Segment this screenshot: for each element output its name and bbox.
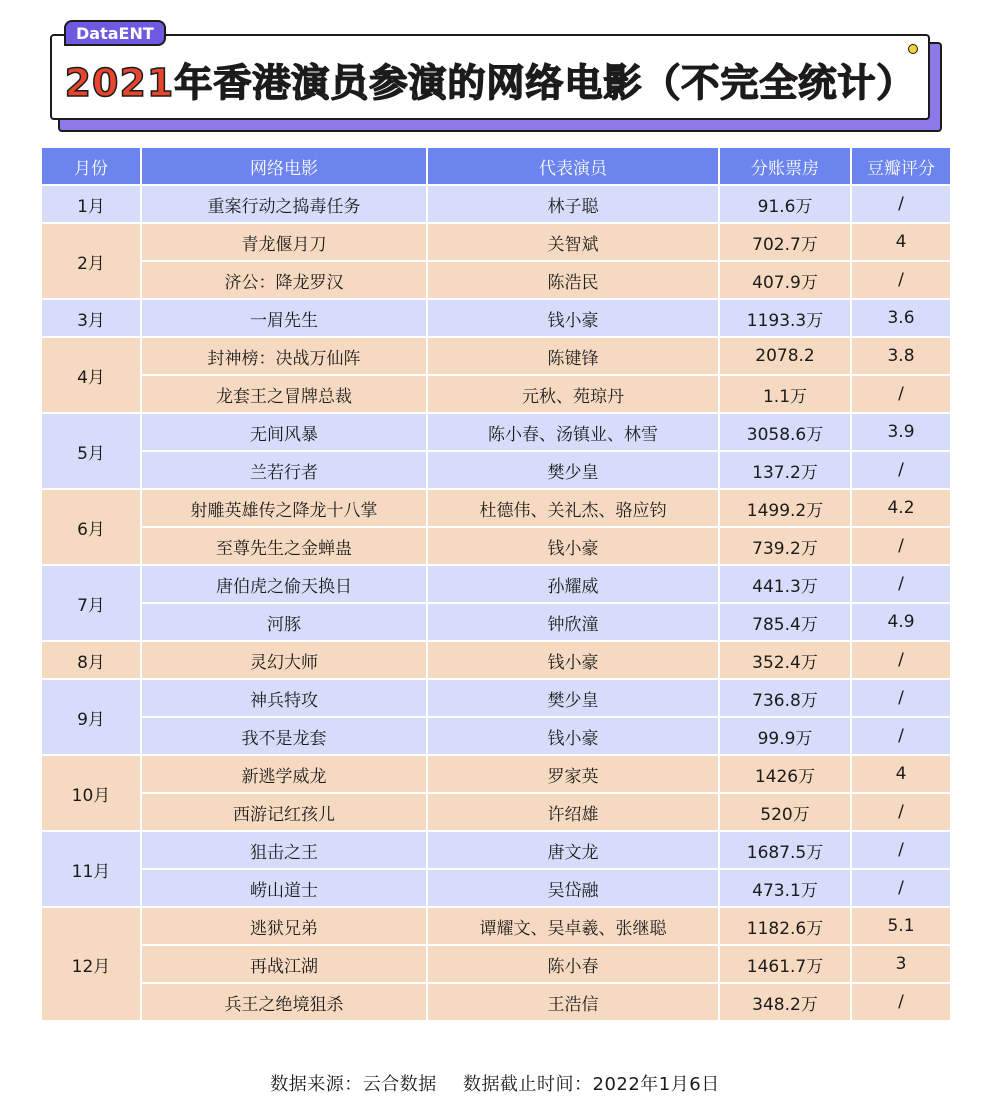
- rating-cell: /: [851, 451, 951, 489]
- boxoffice-cell: 736.8万: [719, 679, 851, 717]
- table-row: [41, 641, 951, 679]
- rating-cell: /: [851, 565, 951, 603]
- table-row: [41, 337, 951, 375]
- boxoffice-cell: 99.9万: [719, 717, 851, 755]
- rating-cell: 3.8: [851, 337, 951, 375]
- film-cell: 西游记红孩儿: [141, 793, 427, 831]
- boxoffice-cell: 91.6万: [719, 185, 851, 223]
- actors-cell: 唐文龙: [427, 831, 719, 869]
- table-row: [41, 983, 951, 1021]
- film-cell: 重案行动之捣毒任务: [141, 185, 427, 223]
- actors-cell: 陈键锋: [427, 337, 719, 375]
- rating-cell: /: [851, 793, 951, 831]
- rating-cell: /: [851, 375, 951, 413]
- table-row: [41, 489, 951, 527]
- film-cell: 狙击之王: [141, 831, 427, 869]
- film-cell: 兵王之绝境狙杀: [141, 983, 427, 1021]
- page-title: 2021年香港演员参演的网络电影（不完全统计）: [64, 61, 916, 105]
- table-row: [41, 793, 951, 831]
- boxoffice-cell: 407.9万: [719, 261, 851, 299]
- boxoffice-cell: 1461.7万: [719, 945, 851, 983]
- boxoffice-cell: 348.2万: [719, 983, 851, 1021]
- boxoffice-cell: 441.3万: [719, 565, 851, 603]
- boxoffice-cell: 1687.5万: [719, 831, 851, 869]
- table-row: [41, 413, 951, 451]
- boxoffice-cell: 1499.2万: [719, 489, 851, 527]
- rating-cell: 3.6: [851, 299, 951, 337]
- boxoffice-cell: 739.2万: [719, 527, 851, 565]
- table-row: [41, 945, 951, 983]
- actors-cell: 钱小豪: [427, 299, 719, 337]
- month-cell: 12月: [41, 907, 141, 1021]
- actors-cell: 孙耀威: [427, 565, 719, 603]
- table-header-row: [41, 147, 951, 185]
- film-cell: 一眉先生: [141, 299, 427, 337]
- table-row: [41, 565, 951, 603]
- actors-cell: 杜德伟、关礼杰、骆应钧: [427, 489, 719, 527]
- actors-cell: 林子聪: [427, 185, 719, 223]
- table-row: [41, 831, 951, 869]
- footer-note: [0, 1070, 990, 1096]
- table-row: [41, 223, 951, 261]
- table-row: [41, 679, 951, 717]
- table-row: [41, 907, 951, 945]
- actors-cell: 陈浩民: [427, 261, 719, 299]
- rating-cell: /: [851, 679, 951, 717]
- table-row: [41, 185, 951, 223]
- rating-cell: /: [851, 831, 951, 869]
- boxoffice-cell: 137.2万: [719, 451, 851, 489]
- table-row: [41, 717, 951, 755]
- actors-cell: 吴岱融: [427, 869, 719, 907]
- rating-cell: /: [851, 869, 951, 907]
- boxoffice-cell: 2078.2: [719, 337, 851, 375]
- film-table: [40, 146, 952, 1022]
- boxoffice-cell: 352.4万: [719, 641, 851, 679]
- column-header-rating: 豆瓣评分: [851, 147, 951, 185]
- table-body: [41, 185, 951, 1021]
- film-cell: 河豚: [141, 603, 427, 641]
- month-cell: 1月: [41, 185, 141, 223]
- table-row: [41, 261, 951, 299]
- rating-cell: 5.1: [851, 907, 951, 945]
- film-cell: 青龙偃月刀: [141, 223, 427, 261]
- film-cell: 兰若行者: [141, 451, 427, 489]
- boxoffice-cell: 1182.6万: [719, 907, 851, 945]
- boxoffice-cell: 1193.3万: [719, 299, 851, 337]
- month-cell: 11月: [41, 831, 141, 907]
- actors-cell: 陈小春、汤镇业、林雪: [427, 413, 719, 451]
- actors-cell: 陈小春: [427, 945, 719, 983]
- rating-cell: 4: [851, 223, 951, 261]
- actors-cell: 钱小豪: [427, 527, 719, 565]
- film-cell: 我不是龙套: [141, 717, 427, 755]
- month-cell: 6月: [41, 489, 141, 565]
- month-cell: 5月: [41, 413, 141, 489]
- actors-cell: 罗家英: [427, 755, 719, 793]
- month-cell: 8月: [41, 641, 141, 679]
- boxoffice-cell: 3058.6万: [719, 413, 851, 451]
- table-row: [41, 755, 951, 793]
- rating-cell: /: [851, 641, 951, 679]
- film-cell: 灵幻大师: [141, 641, 427, 679]
- film-cell: 崂山道士: [141, 869, 427, 907]
- film-cell: 逃狱兄弟: [141, 907, 427, 945]
- actors-cell: 王浩信: [427, 983, 719, 1021]
- film-cell: 神兵特攻: [141, 679, 427, 717]
- rating-cell: 4.9: [851, 603, 951, 641]
- column-header-boxoffice: 分账票房: [719, 147, 851, 185]
- boxoffice-cell: 785.4万: [719, 603, 851, 641]
- actors-cell: 关智斌: [427, 223, 719, 261]
- film-cell: 至尊先生之金蝉蛊: [141, 527, 427, 565]
- rating-cell: /: [851, 983, 951, 1021]
- actors-cell: 钱小豪: [427, 641, 719, 679]
- rating-cell: 3: [851, 945, 951, 983]
- film-cell: 封神榜：决战万仙阵: [141, 337, 427, 375]
- actors-cell: 谭耀文、吴卓羲、张继聪: [427, 907, 719, 945]
- data-cutoff-note: 数据截止时间：2022年1月6日: [463, 1074, 720, 1095]
- table-row: [41, 869, 951, 907]
- film-cell: 唐伯虎之偷天换日: [141, 565, 427, 603]
- month-cell: 3月: [41, 299, 141, 337]
- data-source-note: 数据来源：云合数据: [270, 1074, 437, 1095]
- boxoffice-cell: 520万: [719, 793, 851, 831]
- film-cell: 新逃学威龙: [141, 755, 427, 793]
- month-cell: 9月: [41, 679, 141, 755]
- month-cell: 10月: [41, 755, 141, 831]
- actors-cell: 樊少皇: [427, 679, 719, 717]
- film-cell: 无间风暴: [141, 413, 427, 451]
- column-header-month: 月份: [41, 147, 141, 185]
- table-row: [41, 603, 951, 641]
- rating-cell: /: [851, 261, 951, 299]
- rating-cell: 4: [851, 755, 951, 793]
- column-header-film: 网络电影: [141, 147, 427, 185]
- rating-cell: /: [851, 185, 951, 223]
- rating-cell: 4.2: [851, 489, 951, 527]
- actors-cell: 钱小豪: [427, 717, 719, 755]
- actors-cell: 樊少皇: [427, 451, 719, 489]
- table-row: [41, 527, 951, 565]
- boxoffice-cell: 1426万: [719, 755, 851, 793]
- film-cell: 再战江湖: [141, 945, 427, 983]
- actors-cell: 许绍雄: [427, 793, 719, 831]
- rating-cell: 3.9: [851, 413, 951, 451]
- brand-tag: DataENT: [64, 20, 166, 46]
- table-row: [41, 451, 951, 489]
- boxoffice-cell: 1.1万: [719, 375, 851, 413]
- actors-cell: 元秋、苑琼丹: [427, 375, 719, 413]
- table-row: [41, 375, 951, 413]
- film-cell: 济公：降龙罗汉: [141, 261, 427, 299]
- actors-cell: 钟欣潼: [427, 603, 719, 641]
- film-cell: 射雕英雄传之降龙十八掌: [141, 489, 427, 527]
- month-cell: 4月: [41, 337, 141, 413]
- column-header-actors: 代表演员: [427, 147, 719, 185]
- rating-cell: /: [851, 717, 951, 755]
- boxoffice-cell: 473.1万: [719, 869, 851, 907]
- table-row: [41, 299, 951, 337]
- rating-cell: /: [851, 527, 951, 565]
- month-cell: 2月: [41, 223, 141, 299]
- month-cell: 7月: [41, 565, 141, 641]
- film-cell: 龙套王之冒牌总裁: [141, 375, 427, 413]
- boxoffice-cell: 702.7万: [719, 223, 851, 261]
